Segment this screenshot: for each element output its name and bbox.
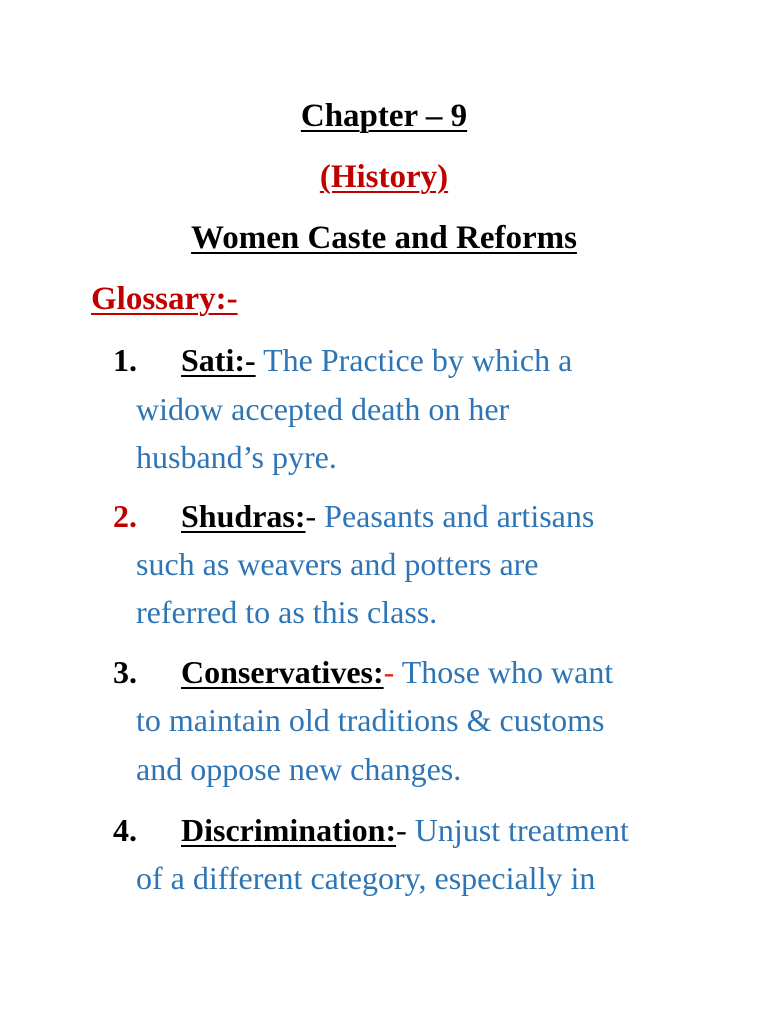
item-separator: -: [383, 654, 395, 690]
item-separator: -: [396, 812, 407, 848]
item-number: 1.: [113, 342, 137, 378]
item-continuation: of a different category, especially in: [136, 860, 596, 896]
item-first-line: [181, 340, 572, 380]
item-number: 3.: [113, 654, 137, 690]
item-definition: Those who want: [394, 654, 614, 690]
item-definition: Unjust treatment: [406, 812, 629, 848]
item-continuation: and oppose new changes.: [136, 751, 462, 787]
item-term: Conservatives:: [181, 654, 384, 690]
item-number: 4.: [113, 812, 137, 848]
item-first-line: [181, 810, 629, 850]
chapter-title: [0, 218, 768, 258]
item-continuation: husband’s pyre.: [136, 439, 337, 475]
subject-heading: [0, 157, 768, 197]
item-continuation: to maintain old traditions & customs: [136, 702, 605, 738]
item-definition: Peasants and artisans: [316, 498, 595, 534]
chapter-heading-text: Chapter – 9: [300, 98, 468, 134]
item-separator: -: [305, 498, 317, 534]
item-continuation: widow accepted death on her: [136, 391, 510, 427]
item-continuation: referred to as this class.: [136, 594, 438, 630]
chapter-title-text: Women Caste and Reforms: [191, 220, 577, 256]
item-first-line: [181, 652, 613, 692]
item-term: Sati:-: [181, 342, 256, 378]
item-term: Shudras:: [181, 498, 306, 534]
subject-heading-text: (History): [319, 159, 449, 195]
item-definition: The Practice by which a: [255, 342, 573, 378]
chapter-heading: [0, 96, 768, 136]
item-first-line: [181, 496, 594, 536]
item-number: 2.: [113, 498, 137, 534]
glossary-label: Glossary:-: [91, 281, 238, 317]
item-continuation: such as weavers and potters are: [136, 546, 539, 582]
item-term: Discrimination:: [181, 812, 397, 848]
